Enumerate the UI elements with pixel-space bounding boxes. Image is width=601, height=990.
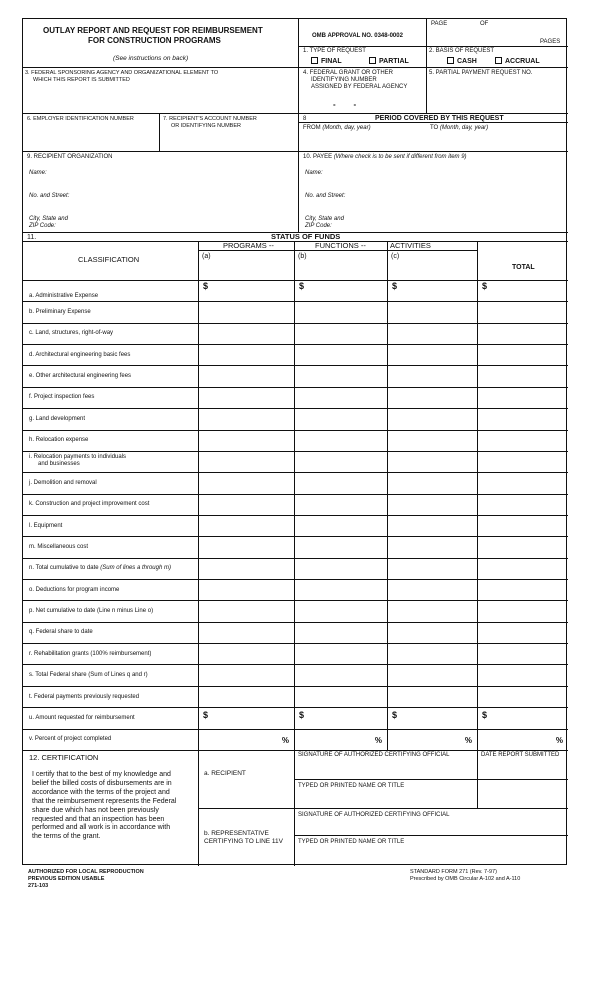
rep-signature-label: SIGNATURE OF AUTHORIZED CERTIFYING OFFICIAL	[298, 812, 450, 818]
amount-cell[interactable]	[199, 687, 293, 706]
amount-cell[interactable]	[199, 324, 293, 343]
grant-label-1: 4. FEDERAL GRANT OR OTHER	[303, 70, 394, 76]
amount-cell[interactable]	[295, 516, 386, 535]
amount-cell[interactable]	[478, 623, 567, 642]
amount-cell[interactable]	[295, 665, 386, 684]
status-number: 11.	[27, 234, 37, 241]
dollar-sign: $	[482, 281, 488, 291]
agency-label-1: 3. FEDERAL SPONSORING AGENCY AND ORGANIZATIONAL ELEMENT TO	[25, 70, 219, 76]
amount-cell[interactable]	[199, 559, 293, 578]
account-number-field[interactable]	[163, 131, 293, 147]
employer-id-label: 6. EMPLOYER IDENTIFICATION NUMBER	[27, 116, 134, 122]
page-number-field[interactable]	[443, 27, 475, 43]
payee-name-label: Name:	[305, 170, 323, 176]
pages-label: PAGES	[540, 39, 561, 45]
certification-text-line: accordance with the terms of the project and	[32, 788, 170, 796]
amount-cell[interactable]	[388, 644, 476, 663]
final-checkbox[interactable]	[311, 57, 318, 64]
amount-cell[interactable]	[199, 473, 293, 492]
total-header: TOTAL	[512, 264, 535, 271]
certification-text-line: performed and all work is in accordance with	[32, 824, 171, 832]
recipient-signature-label: SIGNATURE OF AUTHORIZED CERTIFYING OFFICIAL	[298, 752, 450, 758]
payee-city-label: City, State and	[305, 216, 344, 222]
amount-cell[interactable]	[388, 537, 476, 556]
partial-payment-label: 5. PARTIAL PAYMENT REQUEST NO.	[429, 70, 533, 76]
row-label: v. Percent of project completed	[29, 736, 112, 743]
amount-cell[interactable]	[478, 431, 567, 450]
period-number: 8	[303, 116, 307, 122]
amount-cell[interactable]	[388, 730, 476, 749]
amount-cell[interactable]	[295, 601, 386, 620]
amount-cell[interactable]	[478, 452, 567, 471]
amount-cell[interactable]	[388, 409, 476, 428]
amount-cell[interactable]	[388, 388, 476, 407]
footer-previous-edition: PREVIOUS EDITION USABLE	[28, 876, 105, 882]
row-label: f. Project inspection fees	[29, 394, 95, 401]
row-label: i. Relocation payments to individuals and businesses	[29, 453, 127, 467]
recipient-city-label: City, State and	[29, 216, 68, 222]
amount-cell[interactable]	[295, 473, 386, 492]
payee-street-label: No. and Street:	[305, 193, 346, 199]
amount-cell[interactable]	[388, 302, 476, 321]
amount-cell[interactable]	[199, 730, 293, 749]
amount-cell[interactable]	[388, 495, 476, 514]
amount-cell[interactable]	[478, 559, 567, 578]
amount-cell[interactable]	[478, 366, 567, 385]
amount-cell[interactable]	[199, 345, 293, 364]
row-label: a. Administrative Expense	[29, 292, 99, 299]
amount-cell[interactable]	[295, 495, 386, 514]
accrual-option[interactable]: ACCRUAL	[495, 57, 540, 65]
classification-header: CLASSIFICATION	[78, 255, 140, 264]
amount-cell[interactable]	[295, 431, 386, 450]
amount-cell[interactable]	[199, 580, 293, 599]
certification-text-line: requested and that an inspection has been	[32, 815, 165, 823]
footer-standard-form: STANDARD FORM 271 (Rev. 7-97)	[410, 869, 497, 875]
form-title-line1: OUTLAY REPORT AND REQUEST FOR REIMBURSEMENT	[43, 26, 263, 35]
dollar-sign: $	[392, 710, 398, 721]
row-label: p. Net cumulative to date (Line n minus Line o)	[29, 608, 154, 615]
amount-cell[interactable]	[388, 601, 476, 620]
page-total-field[interactable]	[493, 27, 533, 43]
grant-label-3: ASSIGNED BY FEDERAL AGENCY	[311, 84, 408, 90]
omb-approval: OMB APPROVAL NO. 0348-0002	[312, 33, 403, 39]
amount-cell[interactable]	[388, 623, 476, 642]
col-a-header: (a)	[202, 253, 211, 260]
amount-cell[interactable]	[295, 324, 386, 343]
dollar-sign: $	[299, 281, 305, 291]
amount-cell[interactable]	[478, 302, 567, 321]
amount-cell[interactable]	[295, 302, 386, 321]
amount-cell[interactable]	[295, 687, 386, 706]
programs-header: PROGRAMS --	[223, 241, 274, 250]
partial-option[interactable]: PARTIAL	[369, 57, 409, 65]
amount-cell[interactable]	[478, 516, 567, 535]
amount-cell[interactable]	[388, 345, 476, 364]
row-label: n. Total cumulative to date (Sum of lines a through m)	[29, 565, 171, 572]
representative-label-1: b. REPRESENTATIVE	[204, 830, 269, 837]
row-label: s. Total Federal share (Sum of Lines q and r)	[29, 672, 148, 679]
accrual-checkbox[interactable]	[495, 57, 502, 64]
amount-cell[interactable]	[478, 324, 567, 343]
footer-authorized: AUTHORIZED FOR LOCAL REPRODUCTION	[28, 869, 144, 875]
amount-cell[interactable]	[388, 687, 476, 706]
amount-cell[interactable]	[295, 281, 386, 300]
amount-cell[interactable]	[478, 409, 567, 428]
row-label: o. Deductions for program income	[29, 586, 120, 593]
cash-checkbox[interactable]	[447, 57, 454, 64]
activities-header: ACTIVITIES	[390, 241, 431, 250]
amount-cell[interactable]	[295, 366, 386, 385]
amount-cell[interactable]	[388, 452, 476, 471]
amount-cell[interactable]	[199, 409, 293, 428]
amount-cell[interactable]	[295, 708, 386, 727]
dollar-sign: $	[392, 281, 398, 291]
amount-cell[interactable]	[478, 730, 567, 749]
cash-option[interactable]: CASH	[447, 57, 477, 65]
percent-sign: %	[555, 735, 563, 745]
footer-prescribed: Prescribed by OMB Circular A-102 and A-110	[410, 876, 521, 882]
amount-cell[interactable]	[199, 665, 293, 684]
amount-cell[interactable]	[199, 388, 293, 407]
amount-cell[interactable]	[199, 644, 293, 663]
percent-sign: %	[464, 735, 472, 745]
certification-text-line: that the reimbursement represents the Federal	[32, 797, 177, 805]
amount-cell[interactable]	[388, 366, 476, 385]
basis-of-request-label: 2. BASIS OF REQUEST	[429, 48, 495, 54]
recipient-cert-label: a. RECIPIENT	[204, 770, 246, 777]
col-c-header: (c)	[391, 253, 400, 260]
certification-text-line: belief the billed costs of disbursements are in	[32, 779, 172, 787]
amount-cell[interactable]	[295, 345, 386, 364]
form-frame	[22, 18, 567, 865]
row-label: u. Amount requested for reimbursement	[29, 714, 135, 721]
date-submitted-label: DATE REPORT SUBMITTED	[481, 752, 560, 758]
of-label: OF	[480, 21, 489, 27]
payee-label: 10. PAYEE (Where check is to be sent if different from item 9)	[303, 154, 467, 160]
recipient-street-label: No. and Street:	[29, 193, 70, 199]
dollar-sign: $	[203, 281, 209, 291]
amount-cell[interactable]	[388, 559, 476, 578]
amount-cell[interactable]	[478, 388, 567, 407]
amount-cell[interactable]	[199, 537, 293, 556]
from-label: FROM (Month, day, year)	[303, 125, 371, 131]
recipient-name-label: Name:	[29, 170, 47, 176]
amount-cell[interactable]	[478, 495, 567, 514]
col-b-header: (b)	[298, 253, 307, 260]
row-label: q. Federal share to date	[29, 629, 93, 636]
to-label: TO (Month, day, year)	[430, 125, 489, 131]
amount-cell[interactable]	[199, 452, 293, 471]
amount-cell[interactable]	[388, 281, 476, 300]
row-label: m. Miscellaneous cost	[29, 544, 89, 550]
amount-cell[interactable]	[388, 580, 476, 599]
amount-cell[interactable]	[388, 324, 476, 343]
amount-cell[interactable]	[388, 473, 476, 492]
amount-cell[interactable]	[295, 623, 386, 642]
type-of-request-label: 1. TYPE OF REQUEST	[303, 48, 366, 54]
amount-cell[interactable]	[388, 431, 476, 450]
footer-form-code: 271-103	[28, 883, 49, 889]
representative-label-2: CERTIFYING TO LINE 11V	[204, 838, 283, 845]
row-label: t. Federal payments previously requested	[29, 693, 140, 700]
amount-cell[interactable]	[199, 516, 293, 535]
agency-field[interactable]	[27, 85, 293, 111]
amount-cell[interactable]	[199, 281, 293, 300]
account-label-1: 7. RECIPIENT'S ACCOUNT NUMBER	[163, 116, 257, 122]
amount-cell[interactable]	[478, 580, 567, 599]
row-label: r. Rehabilitation grants (100% reimbursement)	[29, 650, 152, 657]
date-submitted-field[interactable]	[480, 760, 566, 806]
account-label-2: OR IDENTIFYING NUMBER	[171, 123, 241, 129]
amount-cell[interactable]	[478, 473, 567, 492]
form-title-line2: FOR CONSTRUCTION PROGRAMS	[88, 36, 221, 45]
recipient-org-label: 9. RECIPIENT ORGANIZATION	[27, 154, 113, 160]
period-title: PERIOD COVERED BY THIS REQUEST	[375, 115, 504, 122]
certification-text-line: the terms of the grant.	[32, 833, 101, 841]
rep-typed-name-field[interactable]	[297, 847, 565, 864]
agency-label-2: WHICH THIS REPORT IS SUBMITTED	[33, 77, 130, 83]
grant-label-2: IDENTIFYING NUMBER	[311, 77, 377, 83]
percent-sign: %	[281, 735, 289, 745]
amount-cell[interactable]	[295, 644, 386, 663]
grant-number-field[interactable]: - -	[333, 100, 357, 109]
amount-cell[interactable]	[478, 537, 567, 556]
row-label: h. Relocation expense	[29, 437, 89, 444]
percent-sign: %	[374, 735, 382, 745]
row-label: b. Preliminary Expense	[29, 309, 91, 316]
status-title: STATUS OF FUNDS	[271, 232, 341, 241]
amount-cell[interactable]	[478, 687, 567, 706]
amount-cell[interactable]	[388, 665, 476, 684]
amount-cell[interactable]	[295, 388, 386, 407]
instructions-note: (See instructions on back)	[113, 55, 189, 62]
recipient-typed-name-field[interactable]	[297, 791, 475, 806]
row-label: l. Equipment	[29, 522, 63, 529]
amount-cell[interactable]	[199, 366, 293, 385]
amount-cell[interactable]	[388, 516, 476, 535]
payee-zip-label: ZIP Code:	[305, 223, 332, 229]
row-label: d. Architectural engineering basic fees	[29, 351, 131, 358]
amount-cell[interactable]	[478, 281, 567, 300]
certification-text-line: share due which has not been previously	[32, 806, 159, 814]
recipient-signature-field[interactable]	[297, 760, 475, 777]
amount-cell[interactable]	[295, 452, 386, 471]
amount-cell[interactable]	[199, 302, 293, 321]
employer-id-field[interactable]	[27, 125, 155, 147]
page-label: PAGE	[431, 21, 448, 27]
recipient-typed-name-label: TYPED OR PRINTED NAME OR TITLE	[298, 783, 405, 789]
row-label: c. Land, structures, right-of-way	[29, 330, 114, 337]
amount-cell[interactable]	[388, 708, 476, 727]
amount-cell[interactable]	[199, 708, 293, 727]
functions-header: FUNCTIONS --	[315, 241, 366, 250]
amount-cell[interactable]	[199, 495, 293, 514]
row-label: g. Land development	[29, 415, 86, 422]
dollar-sign: $	[482, 710, 488, 721]
dollar-sign: $	[299, 710, 305, 721]
row-label: j. Demolition and removal	[29, 479, 97, 486]
amount-cell[interactable]	[199, 431, 293, 450]
amount-cell[interactable]	[478, 601, 567, 620]
final-option[interactable]: FINAL	[311, 57, 342, 65]
dollar-sign: $	[203, 710, 209, 721]
amount-cell[interactable]	[295, 730, 386, 749]
amount-cell[interactable]	[295, 559, 386, 578]
amount-cell[interactable]	[478, 345, 567, 364]
amount-cell[interactable]	[199, 623, 293, 642]
certification-title: 12. CERTIFICATION	[29, 753, 99, 762]
amount-cell[interactable]	[295, 409, 386, 428]
rep-signature-field[interactable]	[297, 820, 565, 833]
amount-cell[interactable]	[478, 644, 567, 663]
amount-cell[interactable]	[295, 580, 386, 599]
certification-text-line: I certify that to the best of my knowledge and	[32, 771, 171, 778]
partial-checkbox[interactable]	[369, 57, 376, 64]
amount-cell[interactable]	[478, 665, 567, 684]
amount-cell[interactable]	[199, 601, 293, 620]
row-label: e. Other architectural engineering fees	[29, 373, 132, 380]
amount-cell[interactable]	[295, 537, 386, 556]
amount-cell[interactable]	[478, 708, 567, 727]
row-label: k. Construction and project improvement cost	[29, 501, 150, 508]
rep-typed-name-label: TYPED OR PRINTED NAME OR TITLE	[298, 839, 405, 845]
recipient-zip-label: ZIP Code:	[29, 223, 56, 229]
